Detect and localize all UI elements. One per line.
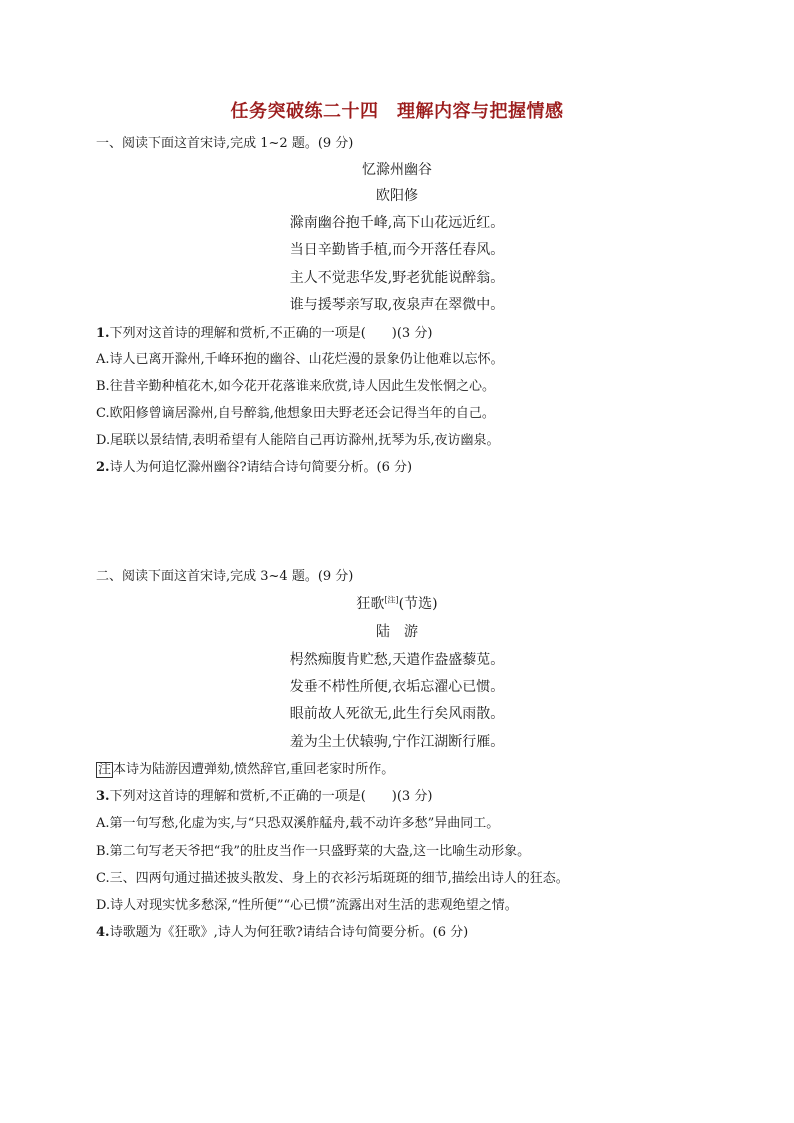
- question-3-option-c: C.三、四两句通过描述披头散发、身上的衣衫污垢斑斑的细节,描绘出诗人的狂态。: [96, 871, 569, 886]
- question-1-option-d: D.尾联以景结情,表明希望有人能陪自己再访滁州,抚琴为乐,夜访幽泉。: [96, 433, 500, 448]
- question-3-number: 3.: [96, 789, 110, 804]
- section1-heading: 一、阅读下面这首宋诗,完成 1~2 题。(9 分): [96, 136, 354, 151]
- section1-poem-title: 忆滁州幽谷: [362, 162, 432, 178]
- question-1-option-b: B.往昔辛勤种植花木,如今花开花落谁来欣赏,诗人因此生发怅惘之心。: [96, 379, 495, 394]
- poem-footnote: [96, 762, 394, 778]
- question-2-stem: [96, 460, 412, 476]
- question-4-text: 诗歌题为《狂歌》,诗人为何狂歌?请结合诗句简要分析。(6 分): [109, 925, 469, 940]
- question-3-option-d: D.诗人对现实忧多愁深,“性所便”“心已惯”流露出对生活的悲观绝望之情。: [96, 898, 518, 913]
- question-3-option-a: A.第一句写愁,化虚为实,与“只恐双溪舴艋舟,载不动许多愁”异曲同工。: [96, 816, 500, 831]
- question-3-stem: [96, 789, 432, 805]
- section2-poem-title: 狂歌: [356, 596, 385, 612]
- question-4-number: 4.: [96, 925, 110, 940]
- section1-poem-line-3: 主人不觉悲华发,野老犹能说醉翁。: [289, 270, 505, 286]
- question-3-text: 下列对这首诗的理解和赏析,不正确的一项是( )(3 分): [109, 789, 433, 804]
- poem-note-marker: [注]: [384, 595, 399, 605]
- footnote-text: 本诗为陆游因遭弹劾,愤然辞官,重回老家时所作。: [113, 762, 395, 777]
- section1-poem-line-4: 谁与援琴亲写取,夜泉声在翠微中。: [289, 297, 505, 313]
- section2-poem-line-2: 发垂不栉性所便,衣垢忘濯心已惯。: [289, 679, 505, 695]
- footnote-label: 注: [98, 762, 112, 777]
- question-4-stem: [96, 925, 468, 941]
- section2-poem-title-line: [0, 596, 794, 612]
- section2-poem-line-3: 眼前故人死欲无,此生行矣风雨散。: [289, 706, 505, 722]
- section1-poem-line-1: 滁南幽谷抱千峰,高下山花远近红。: [289, 215, 505, 231]
- section1-poem-line-2: 当日辛勤皆手植,而今开落任春风。: [289, 242, 505, 258]
- question-3-option-b: B.第二句写老天爷把“我”的肚皮当作一只盛野菜的大盎,这一比喻生动形象。: [96, 844, 531, 859]
- section1-poem-author: 欧阳修: [376, 188, 418, 204]
- question-1-option-a: A.诗人已离开滁州,千峰环抱的幽谷、山花烂漫的景象仍让他难以忘怀。: [96, 352, 504, 367]
- page-title: 任务突破练二十四 理解内容与把握情感: [230, 101, 564, 122]
- section2-poem-title-suffix: (节选): [398, 596, 438, 612]
- section2-poem-line-1: 枵然痴腹肯贮愁,天遣作盎盛藜苋。: [289, 652, 505, 668]
- question-1-text: 下列对这首诗的理解和赏析,不正确的一项是( )(3 分): [109, 326, 433, 341]
- section2-heading: 二、阅读下面这首宋诗,完成 3~4 题。(9 分): [96, 569, 354, 584]
- question-2-number: 2.: [96, 460, 110, 475]
- section2-poem-author: 陆 游: [376, 624, 418, 640]
- question-1-number: 1.: [96, 326, 110, 341]
- question-1-stem: [96, 326, 432, 342]
- question-2-text: 诗人为何追忆滁州幽谷?请结合诗句简要分析。(6 分): [109, 460, 413, 475]
- section2-poem-line-4: 羞为尘土伏辕驹,宁作江湖断行雁。: [289, 734, 505, 750]
- question-1-option-c: C.欧阳修曾谪居滁州,自号醉翁,他想象田夫野老还会记得当年的自己。: [96, 406, 495, 421]
